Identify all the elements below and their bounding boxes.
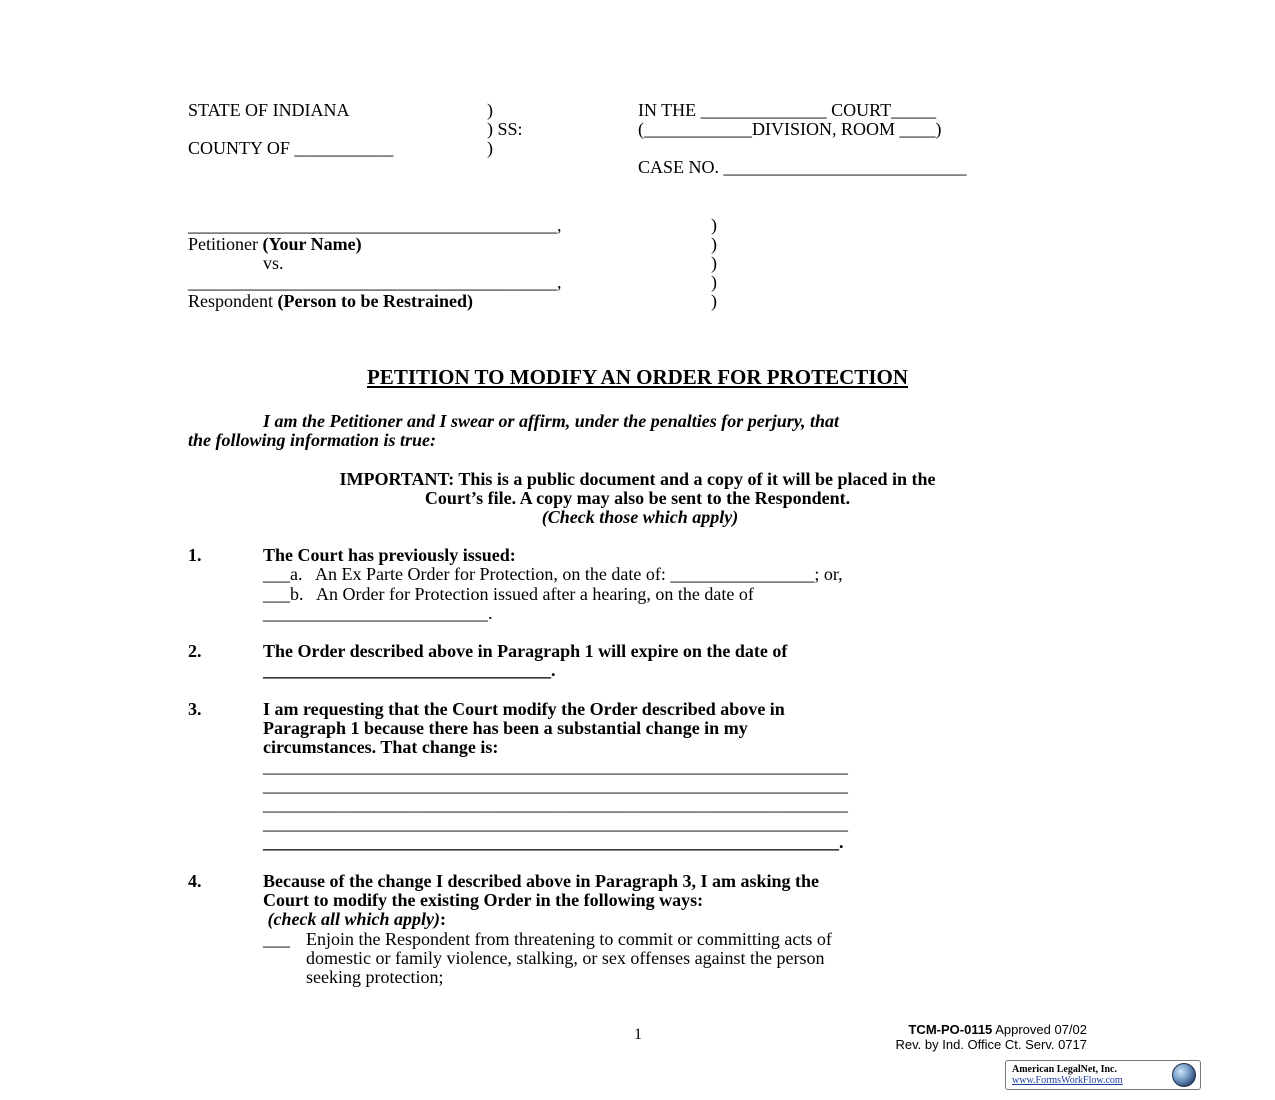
- legalnet-logo[interactable]: [1005, 1060, 1201, 1090]
- paragraph-3-line-1: I am requesting that the Court modify the Order described above in: [263, 699, 785, 719]
- document-title: PETITION TO MODIFY AN ORDER FOR PROTECTION: [366, 365, 908, 389]
- paragraph-2-date-blank: ________________________________.: [263, 660, 556, 680]
- change-blank-line: _________________________________________________________________: [263, 794, 848, 814]
- parties-paren: ): [711, 215, 717, 235]
- option-1a: ___a. An Ex Parte Order for Protection, on the date of: ________________; or,: [263, 564, 843, 584]
- logo-company-name: American LegalNet, Inc.: [1012, 1064, 1117, 1075]
- option-4-checkbox-blank: ___: [263, 929, 290, 949]
- paragraph-2-line-1: The Order described above in Paragraph 1 will expire on the date of: [263, 641, 788, 661]
- petitioner-prefix: Petitioner: [188, 234, 263, 254]
- respondent-label: [188, 292, 473, 311]
- approved-date: Approved 07/02: [992, 1022, 1087, 1037]
- paragraph-4-instruction-colon: :: [439, 909, 446, 929]
- change-blank-line: _________________________________________________________________: [263, 775, 848, 795]
- form-id: TCM-PO-0115: [908, 1022, 993, 1037]
- paragraph-4-line-1: Because of the change I described above in Paragraph 3, I am asking the: [263, 871, 820, 891]
- logo-website-link[interactable]: www.FormsWorkFlow.com: [1012, 1075, 1123, 1086]
- paragraph-4-instruction-italic: (check all which apply): [263, 909, 440, 929]
- paragraph-4-line-2: Court to modify the existing Order in the following ways:: [263, 890, 704, 910]
- revision-line: Rev. by Ind. Office Ct. Serv. 0717: [895, 1037, 1087, 1052]
- change-blank-line: _________________________________________________________________: [263, 813, 848, 833]
- important-line-3: (Check those which apply): [541, 507, 739, 527]
- paragraph-number: 1.: [188, 545, 202, 565]
- option-1b: ___b. An Order for Protection issued after a hearing, on the date of: [263, 584, 754, 604]
- versus: vs.: [263, 253, 284, 273]
- change-blank-line: _________________________________________________________________: [263, 756, 848, 776]
- intro-line-1: I am the Petitioner and I swear or affirm, under the penalties for perjury, that: [263, 411, 840, 431]
- globe-icon: [1172, 1063, 1196, 1087]
- division-room-line: (____________DIVISION, ROOM ____): [638, 119, 942, 139]
- county-of: COUNTY OF ___________: [188, 138, 394, 158]
- intro-line-2: the following information is true:: [188, 430, 437, 450]
- option-1b-date-blank: _________________________.: [263, 603, 493, 623]
- page-number: 1: [634, 1026, 642, 1043]
- form-id-line: [760, 1022, 1087, 1037]
- option-4-line-1: Enjoin the Respondent from threatening to commit or committing acts of: [306, 929, 832, 949]
- petitioner-blank: _________________________________________,: [188, 215, 562, 235]
- paragraph-1-heading: The Court has previously issued:: [263, 545, 516, 565]
- paragraph-3-line-3: circumstances. That change is:: [263, 737, 499, 757]
- case-number-line: CASE NO. ___________________________: [638, 157, 967, 177]
- important-line-1: IMPORTANT: This is a public document and a copy of it will be placed in the: [339, 469, 936, 489]
- respondent-blank: _________________________________________,: [188, 272, 562, 292]
- petitioner-hint: (Your Name): [262, 234, 362, 254]
- caption-paren: ): [487, 100, 493, 120]
- parties-paren: ): [711, 253, 717, 273]
- parties-paren: ): [711, 291, 717, 311]
- state-of-indiana: STATE OF INDIANA: [188, 100, 350, 120]
- caption-ss: ) SS:: [487, 119, 523, 139]
- paragraph-4-instruction: [263, 910, 446, 929]
- petitioner-label: [188, 235, 362, 254]
- respondent-prefix: Respondent: [188, 291, 278, 311]
- caption-paren: ): [487, 138, 493, 158]
- respondent-hint: (Person to be Restrained): [277, 291, 473, 311]
- option-4-line-3: seeking protection;: [306, 967, 444, 987]
- paragraph-3-line-2: Paragraph 1 because there has been a substantial change in my: [263, 718, 748, 738]
- option-4-line-2: domestic or family violence, stalking, or sex offenses against the person: [306, 948, 825, 968]
- paragraph-number: 2.: [188, 641, 202, 661]
- change-blank-line: ________________________________________________________________.: [263, 832, 844, 852]
- paragraph-number: 3.: [188, 699, 202, 719]
- parties-paren: ): [711, 234, 717, 254]
- important-line-2: Court’s file. A copy may also be sent to the Respondent.: [424, 488, 851, 508]
- court-name-line: IN THE ______________ COURT_____: [638, 100, 937, 120]
- paragraph-number: 4.: [188, 871, 202, 891]
- parties-paren: ): [711, 272, 717, 292]
